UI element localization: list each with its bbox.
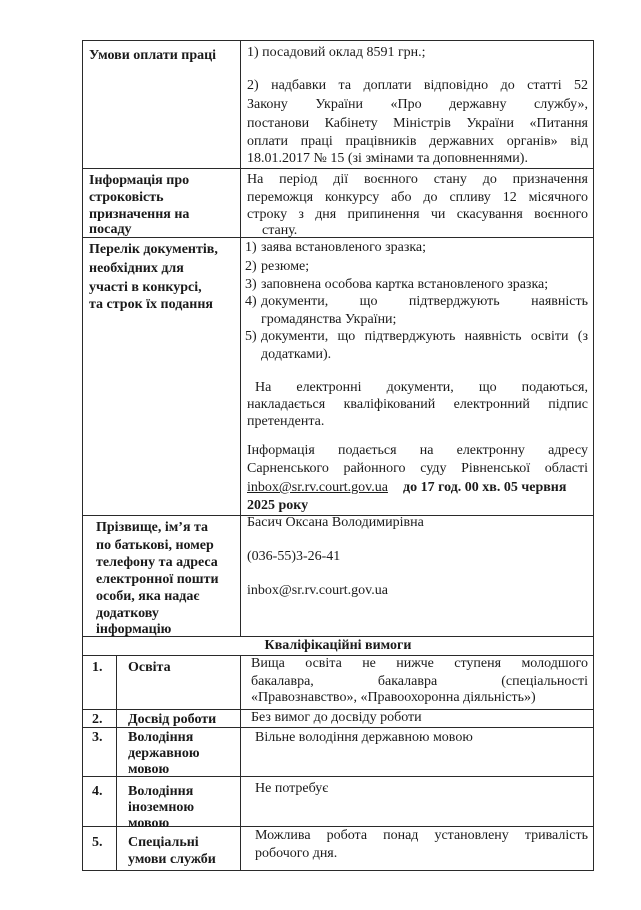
pay-bonus-line: Закону України «Про державну службу»,	[247, 97, 588, 112]
qual-label: Освіта	[128, 660, 171, 675]
table-border	[116, 655, 117, 870]
qual-text-line: бакалавра, бакалавра (спеціальності	[251, 674, 588, 689]
table-border	[82, 168, 594, 169]
doc-item-text: заява встановленого зразка;	[261, 240, 427, 255]
docs-submit-line: Сарненського районного суду Рівненської області	[247, 461, 588, 476]
term-text-line: На період дії воєнного стану до призначення	[247, 172, 588, 187]
pay-bonus-line: 18.01.2017 № 15 (зі змінами та доповненнями).	[247, 151, 528, 166]
contact-label: інформацію	[96, 622, 172, 637]
docs-label: Перелік документів,	[89, 242, 218, 257]
docs-label: участі в конкурсі,	[89, 280, 202, 295]
qual-label: державною	[128, 746, 200, 761]
term-text-line: стану.	[262, 223, 298, 238]
doc-item-number: 2)	[245, 259, 257, 274]
term-label: строковість	[89, 190, 164, 205]
doc-item-text: резюме;	[261, 259, 310, 274]
term-label: посаду	[89, 222, 132, 237]
docs-deadline-year: 2025 року	[247, 498, 309, 513]
qual-text-line: Не потребує	[255, 781, 329, 796]
doc-item-number: 1)	[245, 240, 257, 255]
qual-text-line: Вільне володіння державною мовою	[255, 730, 473, 745]
docs-email-link[interactable]: inbox@sr.rv.court.gov.ua	[247, 480, 388, 495]
doc-item-number: 5)	[245, 329, 257, 344]
qual-label: Володіння	[128, 730, 194, 745]
contact-label: Прізвище, ім’я та	[96, 520, 209, 535]
docs-submit-line: Інформація подається на електронну адресу	[247, 443, 588, 458]
contact-label: електронної пошти	[96, 572, 219, 587]
qual-text-line: Вища освіта не нижче ступеня молодшого	[251, 656, 588, 671]
term-text-line: строку з дня припинення чи скасування воєнного	[247, 207, 588, 222]
doc-item-text-cont: громадянства України;	[261, 312, 397, 327]
pay-salary: 1) посадовий оклад 8591 грн.;	[247, 45, 426, 60]
docs-esign-line: На електронні документи, що подаються,	[255, 380, 588, 395]
docs-deadline: до 17 год. 00 хв. 05 червня	[403, 480, 567, 495]
pay-bonus-line: 2) надбавки та доплати відповідно до статті 52	[247, 78, 588, 93]
doc-item-number: 3)	[245, 277, 257, 292]
table-border	[82, 237, 594, 238]
docs-label: та строк їх подання	[89, 297, 214, 312]
contact-label: телефону та адреса	[96, 555, 218, 570]
qual-label: Спеціальні	[128, 835, 199, 850]
qual-label: умови служби	[128, 852, 216, 867]
docs-label: необхідних для	[89, 261, 184, 276]
qual-label: Володіння	[128, 784, 194, 799]
doc-item-text: документи, що підтверджують наявність освіти (з	[261, 329, 588, 344]
doc-item-text-cont: додатками).	[261, 347, 332, 362]
doc-item-text: документи, що підтверджують наявність	[261, 294, 588, 309]
contact-label: додаткову	[96, 606, 159, 621]
contact-name: Басич Оксана Володимирівна	[247, 515, 424, 530]
qual-label: мовою	[128, 816, 170, 831]
contact-phone: (036-55)3-26-41	[247, 549, 341, 564]
qual-number: 5.	[92, 835, 103, 850]
qualification-heading: Кваліфікаційні вимоги	[264, 638, 412, 653]
qual-number: 1.	[92, 660, 103, 675]
qual-number: 3.	[92, 730, 103, 745]
qual-label: іноземною	[128, 800, 195, 815]
qual-text-line: «Правознавство», «Правоохоронна діяльність»)	[251, 690, 536, 705]
table-border	[240, 40, 241, 636]
term-label: Інформація про	[89, 173, 190, 188]
contact-email: inbox@sr.rv.court.gov.ua	[247, 583, 388, 598]
contact-label: особи, яка надає	[96, 589, 200, 604]
pay-bonus-line: постанови Кабінету Міністрів України «Питання	[247, 116, 588, 131]
contact-label: по батькові, номер	[96, 538, 214, 553]
qual-label: мовою	[128, 762, 170, 777]
pay-label: Умови оплати праці	[89, 48, 217, 63]
qual-text-line: Без вимог до досвіду роботи	[251, 710, 422, 725]
doc-item-number: 4)	[245, 294, 257, 309]
table-border	[593, 40, 594, 870]
qual-text-line: робочого дня.	[255, 846, 338, 861]
doc-item-text: заповнена особова картка встановленого зразка;	[261, 277, 549, 292]
pay-bonus-line: оплати праці працівників державних органів» від	[247, 134, 588, 149]
qual-text-line: Можлива робота понад установлену тривалість	[255, 828, 588, 843]
qual-number: 2.	[92, 712, 103, 727]
table-border	[82, 870, 594, 871]
term-text-line: переможця конкурсу або до спливу 12 місячного	[247, 190, 588, 205]
table-border	[82, 40, 594, 41]
docs-esign-line: накладається кваліфікований електронний підпис	[247, 397, 588, 412]
table-border	[82, 40, 83, 870]
term-label: призначення на	[89, 207, 190, 222]
table-border	[240, 655, 241, 870]
qual-number: 4.	[92, 784, 103, 799]
qual-label: Досвід роботи	[128, 712, 217, 727]
docs-esign-line: претендента.	[247, 414, 325, 429]
